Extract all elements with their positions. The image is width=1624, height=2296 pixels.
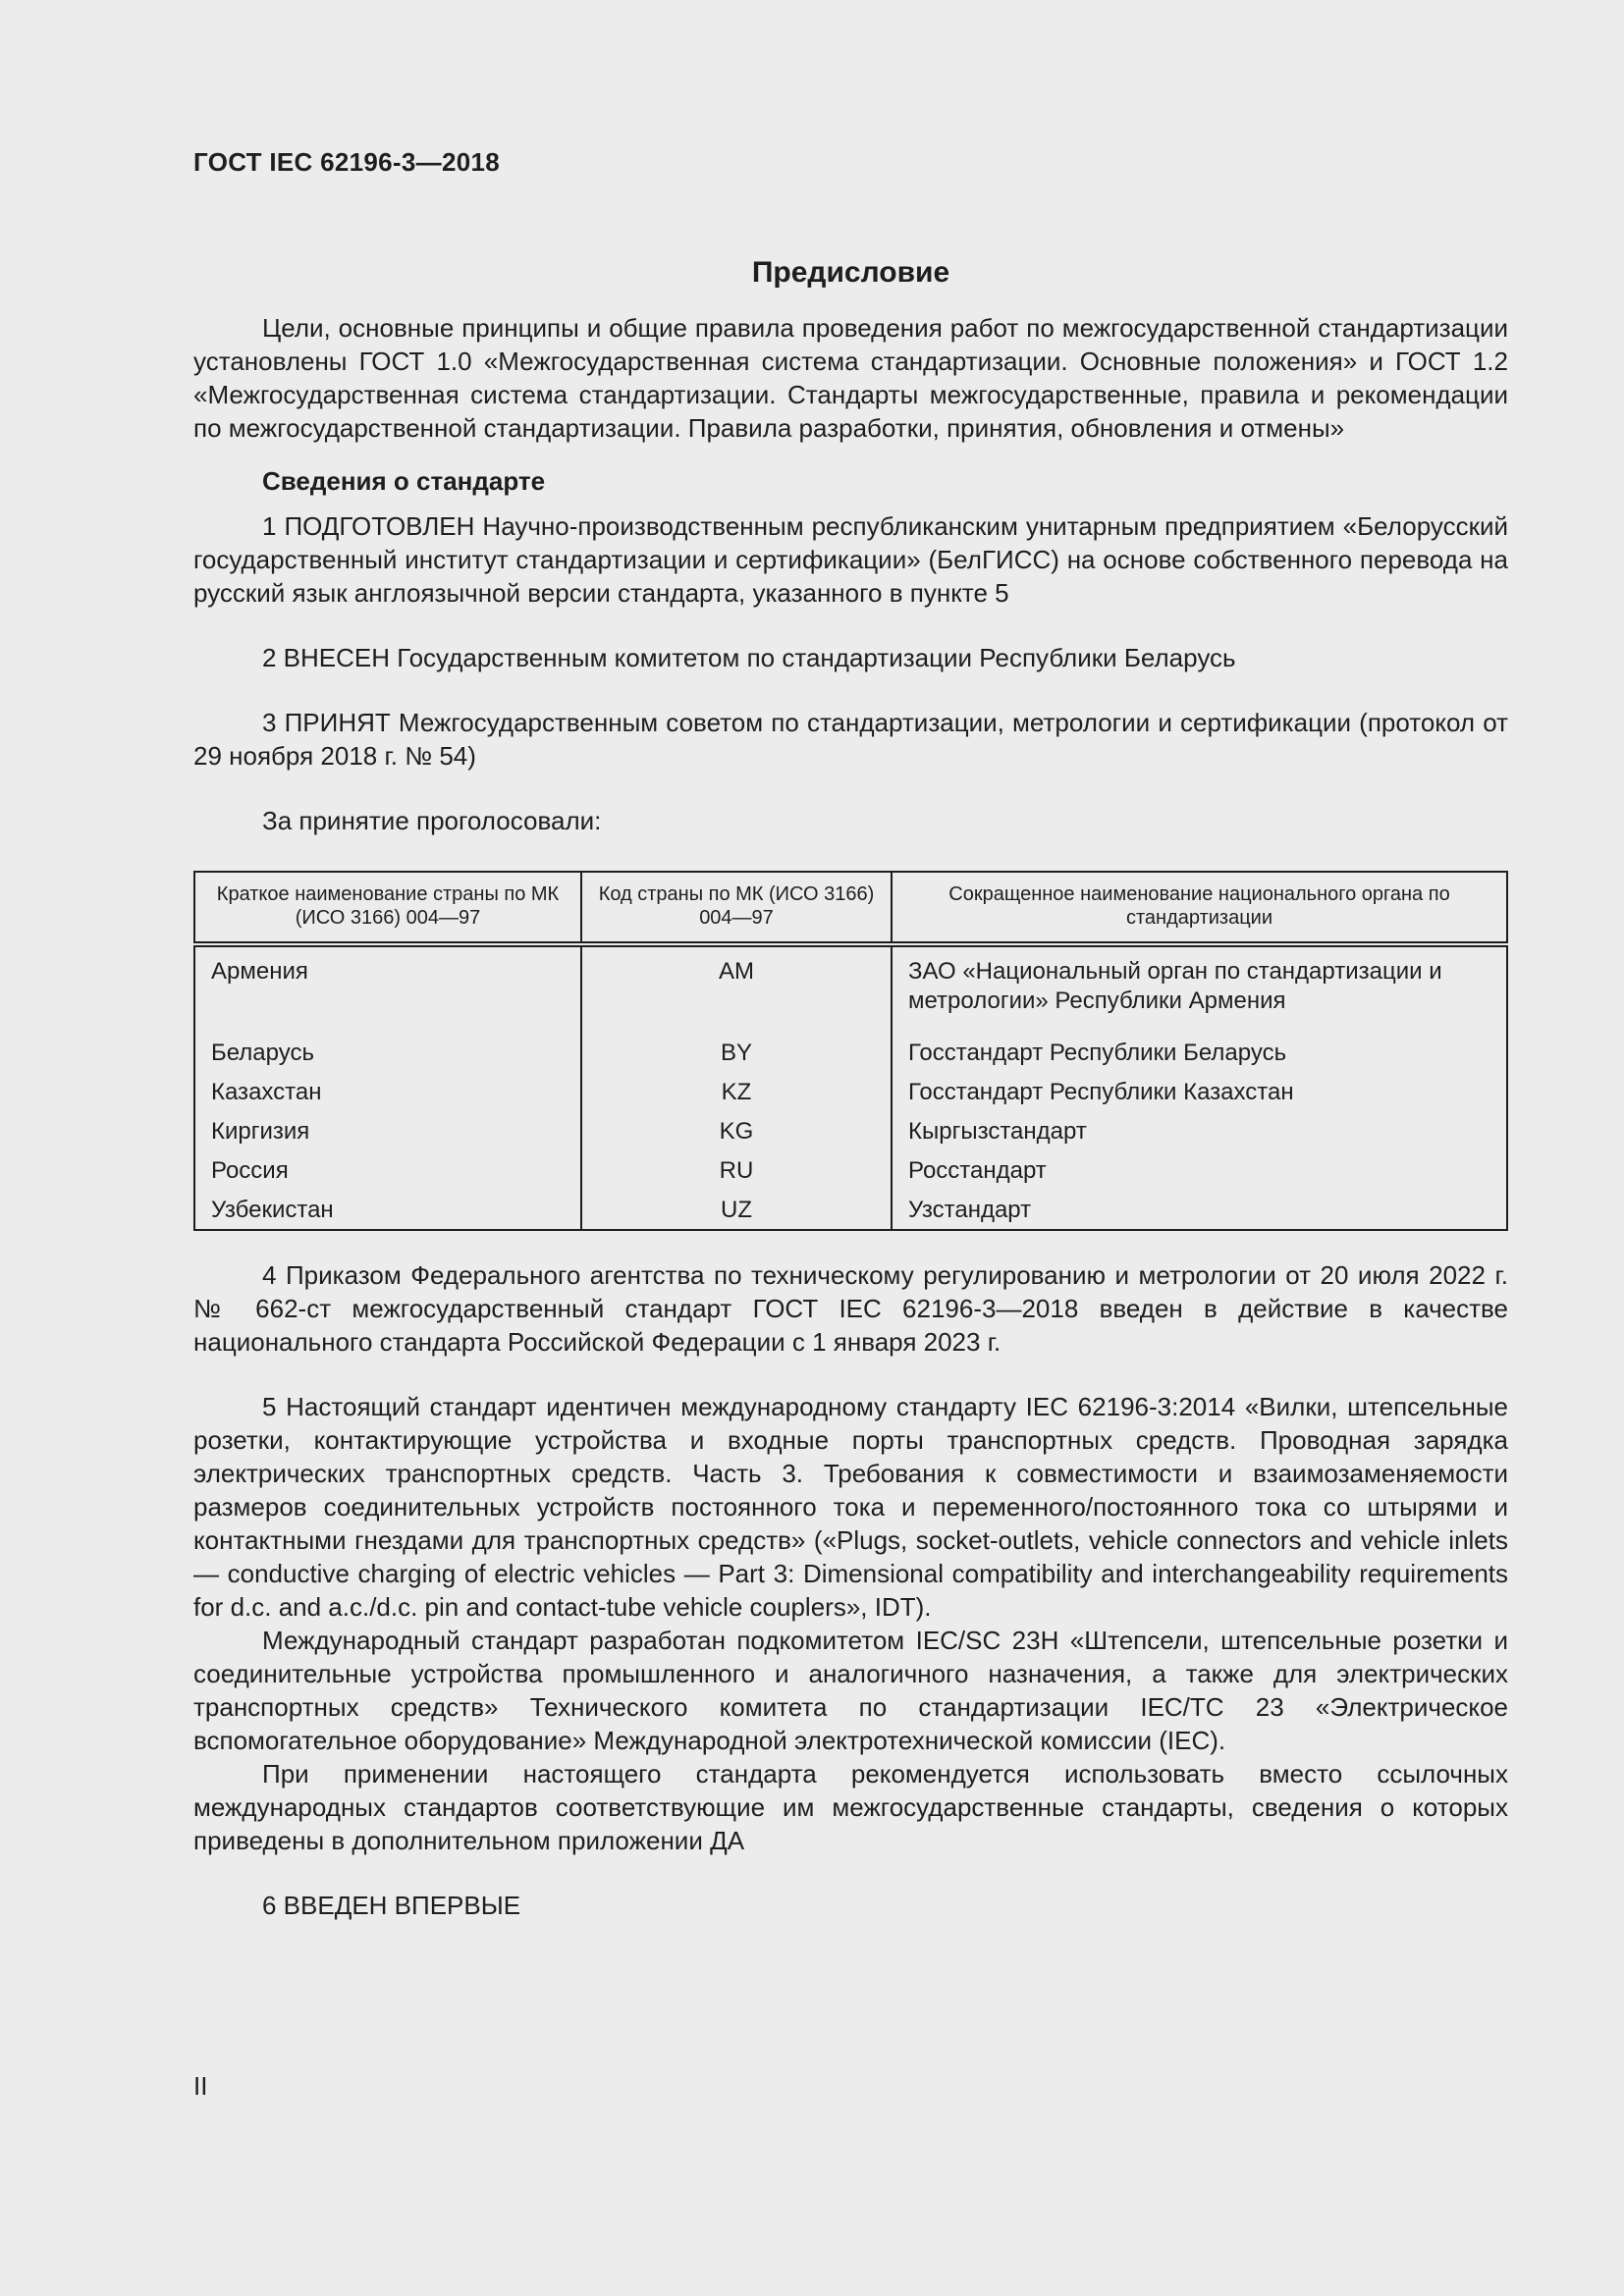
country-code: AM xyxy=(581,944,892,1034)
table-row xyxy=(194,944,1507,1034)
info-heading: Сведения о стандарте xyxy=(262,466,546,496)
vote-intro: За принятие проголосовали: xyxy=(262,806,602,835)
item-3: 3 ПРИНЯТ Межгосударственным советом по стандартизации, метрологии и сертификации (протокол от 29 ноября 2018 г. № 54) xyxy=(193,708,1508,771)
page-title: Предисловие xyxy=(751,256,950,289)
voting-table xyxy=(193,871,1508,1231)
standards-body: Кыргызстандарт xyxy=(892,1112,1507,1151)
standards-body: ЗАО «Национальный орган по стандартизации и метрологии» Республики Армения xyxy=(892,944,1507,1034)
table-row xyxy=(194,1112,1507,1151)
standards-body: Госстандарт Республики Казахстан xyxy=(892,1073,1507,1112)
country-name: Россия xyxy=(194,1151,581,1191)
page-number: II xyxy=(193,2071,208,2101)
country-name: Казахстан xyxy=(194,1073,581,1112)
table-header-row xyxy=(194,872,1507,944)
table-row xyxy=(194,1191,1507,1230)
country-code: KZ xyxy=(581,1073,892,1112)
intro-paragraph: Цели, основные принципы и общие правила проведения работ по межгосударственной стандартизации установлены ГОСТ 1.0 «Межгосударственная система стандартизации. Основные положения» и ГОСТ 1.2 «Межгосударственная система стандартизации. Стандарты межгосударственные, правила и рекомендации по межгосударственной стандартизации. Правила разработки, принятия, обновления и отмены» xyxy=(193,313,1508,443)
item-6: 6 ВВЕДЕН ВПЕРВЫЕ xyxy=(262,1891,521,1920)
document-page xyxy=(193,147,1508,1922)
country-code: KG xyxy=(581,1112,892,1151)
item-2: 2 ВНЕСЕН Государственным комитетом по стандартизации Республики Беларусь xyxy=(262,643,1236,672)
standards-body: Росстандарт xyxy=(892,1151,1507,1191)
standards-body: Госстандарт Республики Беларусь xyxy=(892,1034,1507,1073)
country-name: Узбекистан xyxy=(194,1191,581,1230)
country-name: Киргизия xyxy=(194,1112,581,1151)
country-code: BY xyxy=(581,1034,892,1073)
table-row xyxy=(194,1073,1507,1112)
document-header: ГОСТ IEC 62196-3—2018 xyxy=(193,147,500,177)
table-row xyxy=(194,1034,1507,1073)
item-5-paragraph-3: При применении настоящего стандарта рекомендуется использовать вместо ссылочных международных стандартов соответствующие им межгосударственные стандарты, сведения о которых приведены в дополнительном приложении ДА xyxy=(193,1759,1508,1855)
table-row xyxy=(194,1151,1507,1191)
item-5-paragraph-2: Международный стандарт разработан подкомитетом IEC/SC 23H «Штепсели, штепсельные розетки и соединительные устройства промышленного и аналогичного назначения, а также для электрических транспортных средств» Технического комитета по стандартизации IEC/TC 23 «Электрическое вспомогательное оборудование» Международной электротехнической комиссии (IEC). xyxy=(193,1626,1508,1755)
header-country-code: Код страны по МК (ИСО 3166) 004—97 xyxy=(581,872,892,944)
item-4: 4 Приказом Федерального агентства по техническому регулированию и метрологии от 20 июля 2022 г. № 662-ст межгосударственный стандарт ГОСТ IEC 62196-3—2018 введен в действие в качестве национального стандарта Российской Федерации с 1 января 2023 г. xyxy=(193,1260,1508,1357)
header-standards-body: Сокращенное наименование национального органа по стандартизации xyxy=(892,872,1507,944)
country-name: Армения xyxy=(194,944,581,1034)
header-country-name: Краткое наименование страны по МК (ИСО 3166) 004—97 xyxy=(194,872,581,944)
standards-body: Узстандарт xyxy=(892,1191,1507,1230)
country-name: Беларусь xyxy=(194,1034,581,1073)
item-5: 5 Настоящий стандарт идентичен международному стандарту IEC 62196-3:2014 «Вилки, штепсельные розетки, контактирующие устройства и входные порты транспортных средств. Проводная зарядка электрических транспортных средств. Часть 3. Требования к совместимости и взаимозаменяемости размеров соединительных устройств постоянного тока и переменного/постоянного тока со штырями и контактными гнездами для транспортных средств» («Plugs, socket-outlets, vehicle connectors and vehicle inlets — conductive charging of electric vehicles — Part 3: Dimensional compatibility and interchangeability requirements for d.c. and a.c./d.c. pin and contact-tube vehicle couplers», IDT). xyxy=(193,1392,1508,1622)
country-code: UZ xyxy=(581,1191,892,1230)
item-1: 1 ПОДГОТОВЛЕН Научно-производственным республиканским унитарным предприятием «Белорусский государственный институт стандартизации и сертификации» (БелГИСС) на основе собственного перевода на русский язык англоязычной версии стандарта, указанного в пункте 5 xyxy=(193,511,1508,608)
country-code: RU xyxy=(581,1151,892,1191)
